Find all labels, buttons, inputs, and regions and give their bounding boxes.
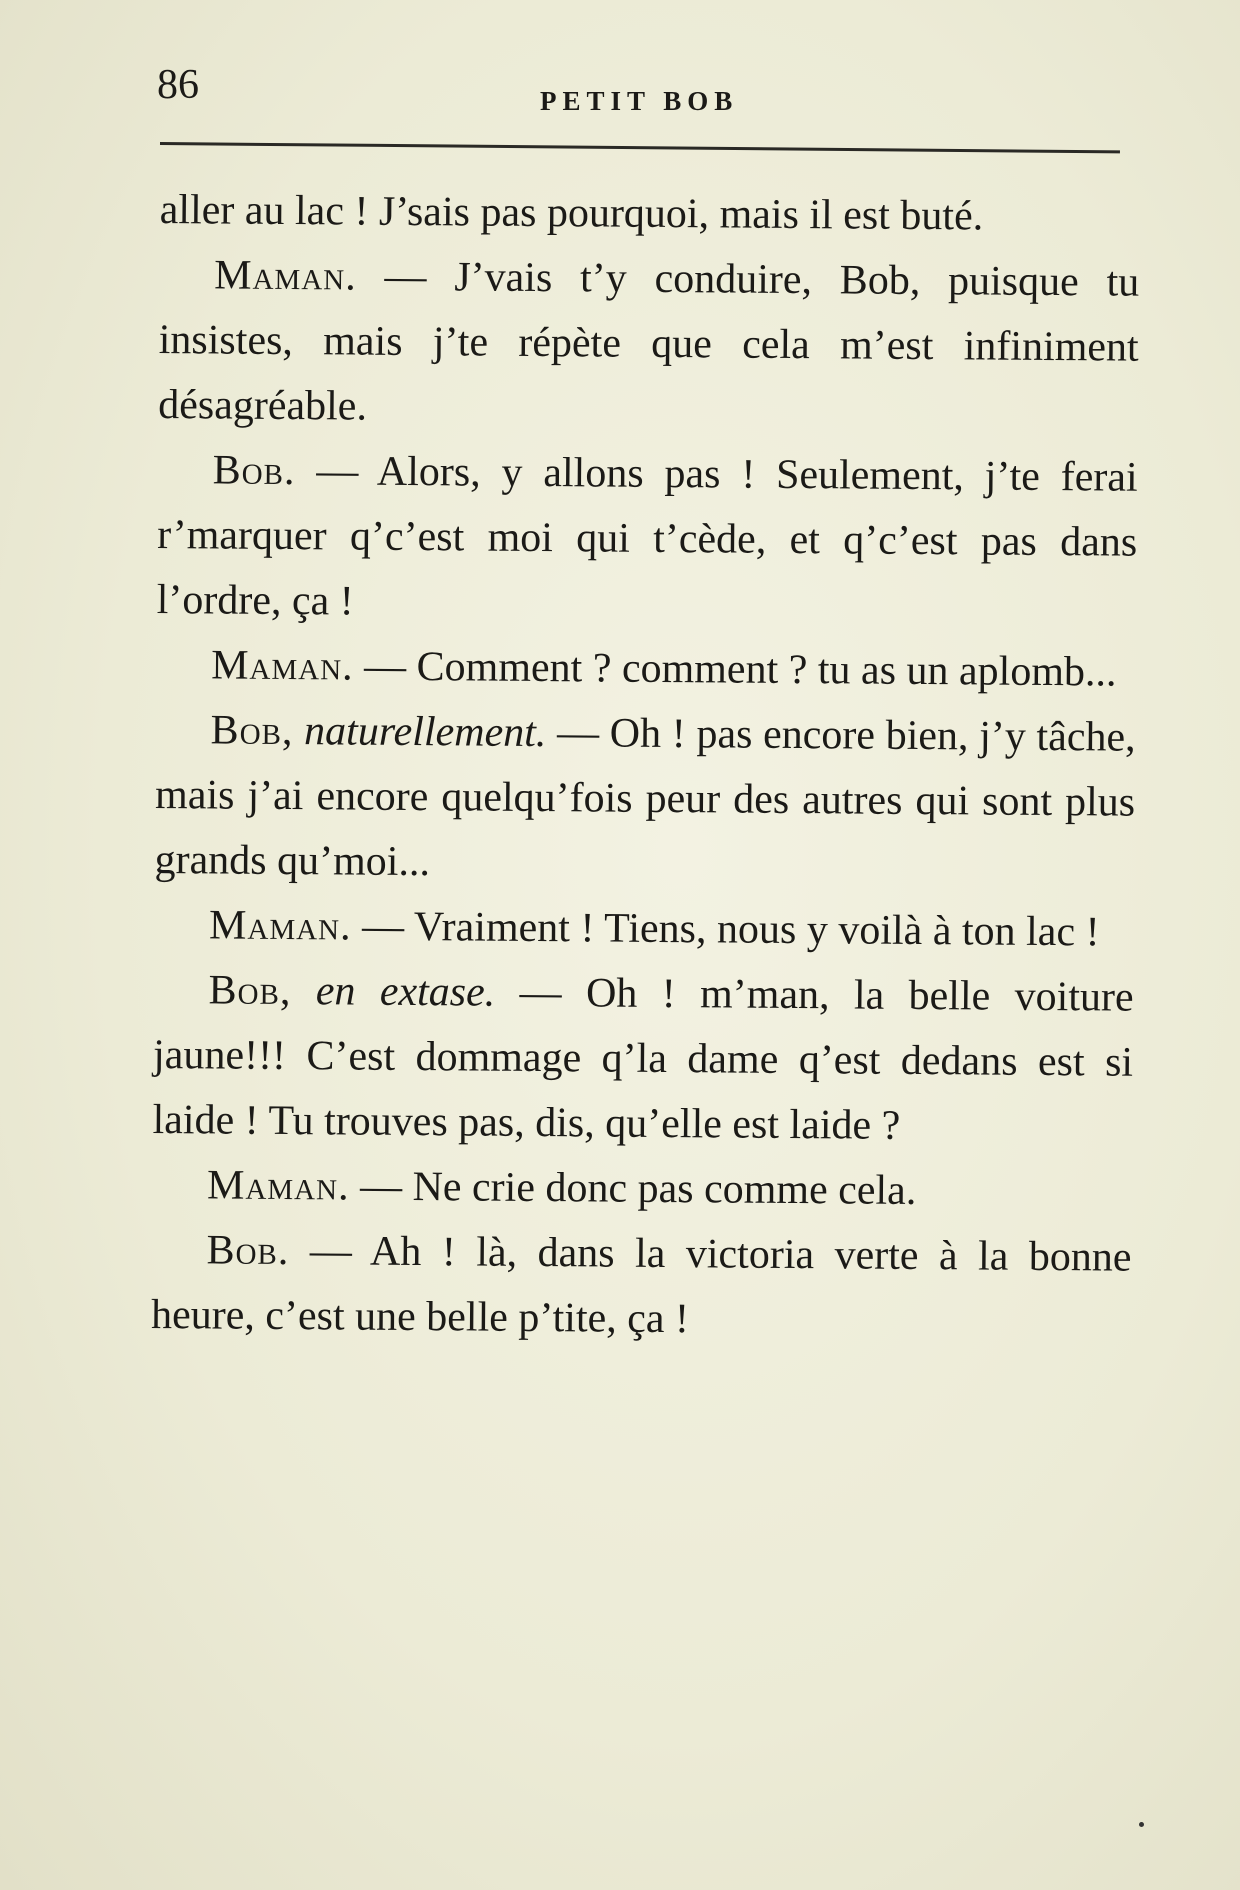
dialogue-dash: — — [289, 1228, 371, 1275]
dialogue-paragraph — [151, 1218, 1132, 1356]
paragraph-continuation — [159, 178, 1139, 251]
dialogue-dash: — — [353, 643, 417, 691]
dialogue-dash: — — [295, 448, 378, 495]
speaker-name: Bob, — [210, 707, 294, 755]
dialogue-dash: — — [495, 969, 587, 1017]
dialogue-paragraph — [158, 243, 1140, 446]
paragraph-text: Ne crie donc pas comme cela. — [412, 1164, 917, 1214]
paragraph-text: Alors, y allons pas ! Seulement, j’te ferai r’marquer q’c’est moi qui t’cède, et q’c’est pas dans l’ordre, ça ! — [156, 448, 1138, 625]
dialogue-paragraph — [154, 893, 1134, 966]
dialogue-paragraph — [154, 698, 1136, 901]
speaker-name: Bob, — [208, 967, 292, 1015]
speaker-name: Maman. — [214, 252, 357, 300]
paragraph-text: aller au lac ! J’sais pas pourquoi, mais il est buté. — [159, 186, 984, 240]
stage-direction: naturellement. — [303, 708, 547, 757]
paragraph-text: Oh ! pas encore bien, j’y tâche, mais j’ai encore quelqu’fois peur des autres qui sont plus grands qu’moi... — [154, 710, 1136, 886]
stage-direction: en extase. — [315, 968, 496, 1016]
paragraph-text: Comment ? comment ? tu as un aplomb... — [416, 644, 1117, 696]
paragraph-text: Vraiment ! Tiens, nous y voilà à ton lac ! — [413, 904, 1100, 956]
speaker-name: Maman. — [208, 902, 352, 950]
header-rule — [160, 142, 1120, 153]
speaker-name: Maman. — [210, 642, 354, 690]
paper-speck — [1139, 1822, 1144, 1827]
paragraph-text: J’vais t’y conduire, Bob, puisque tu insistes, mais j’te répète que cela m’est infiniment désagréable. — [158, 254, 1140, 430]
page-body — [151, 178, 1140, 1356]
running-title: PETIT BOB — [540, 86, 739, 116]
paragraph-text: Ah ! là, dans la victoria verte à la bonne heure, c’est une belle p’tite, ça ! — [150, 1228, 1132, 1343]
speaker-name: Maman. — [206, 1162, 350, 1210]
dialogue-paragraph — [152, 1153, 1132, 1226]
dialogue-paragraph — [152, 958, 1134, 1161]
dialogue-paragraph — [156, 633, 1136, 706]
dialogue-dash: — — [356, 253, 455, 301]
dialogue-dash: — — [351, 903, 415, 951]
paragraph-text: Oh ! m’man, la belle voiture jaune!!! C’est dommage q’la dame q’est dedans est si laide ! Tu trouves pas, dis, qu’elle est laide ? — [152, 970, 1134, 1149]
speaker-name: Bob. — [206, 1227, 290, 1275]
dialogue-paragraph — [156, 438, 1138, 641]
dialogue-dash: — — [546, 710, 610, 757]
dialogue-dash: — — [349, 1163, 413, 1211]
page-number: 86 — [157, 62, 199, 108]
speaker-name: Bob. — [212, 447, 296, 495]
